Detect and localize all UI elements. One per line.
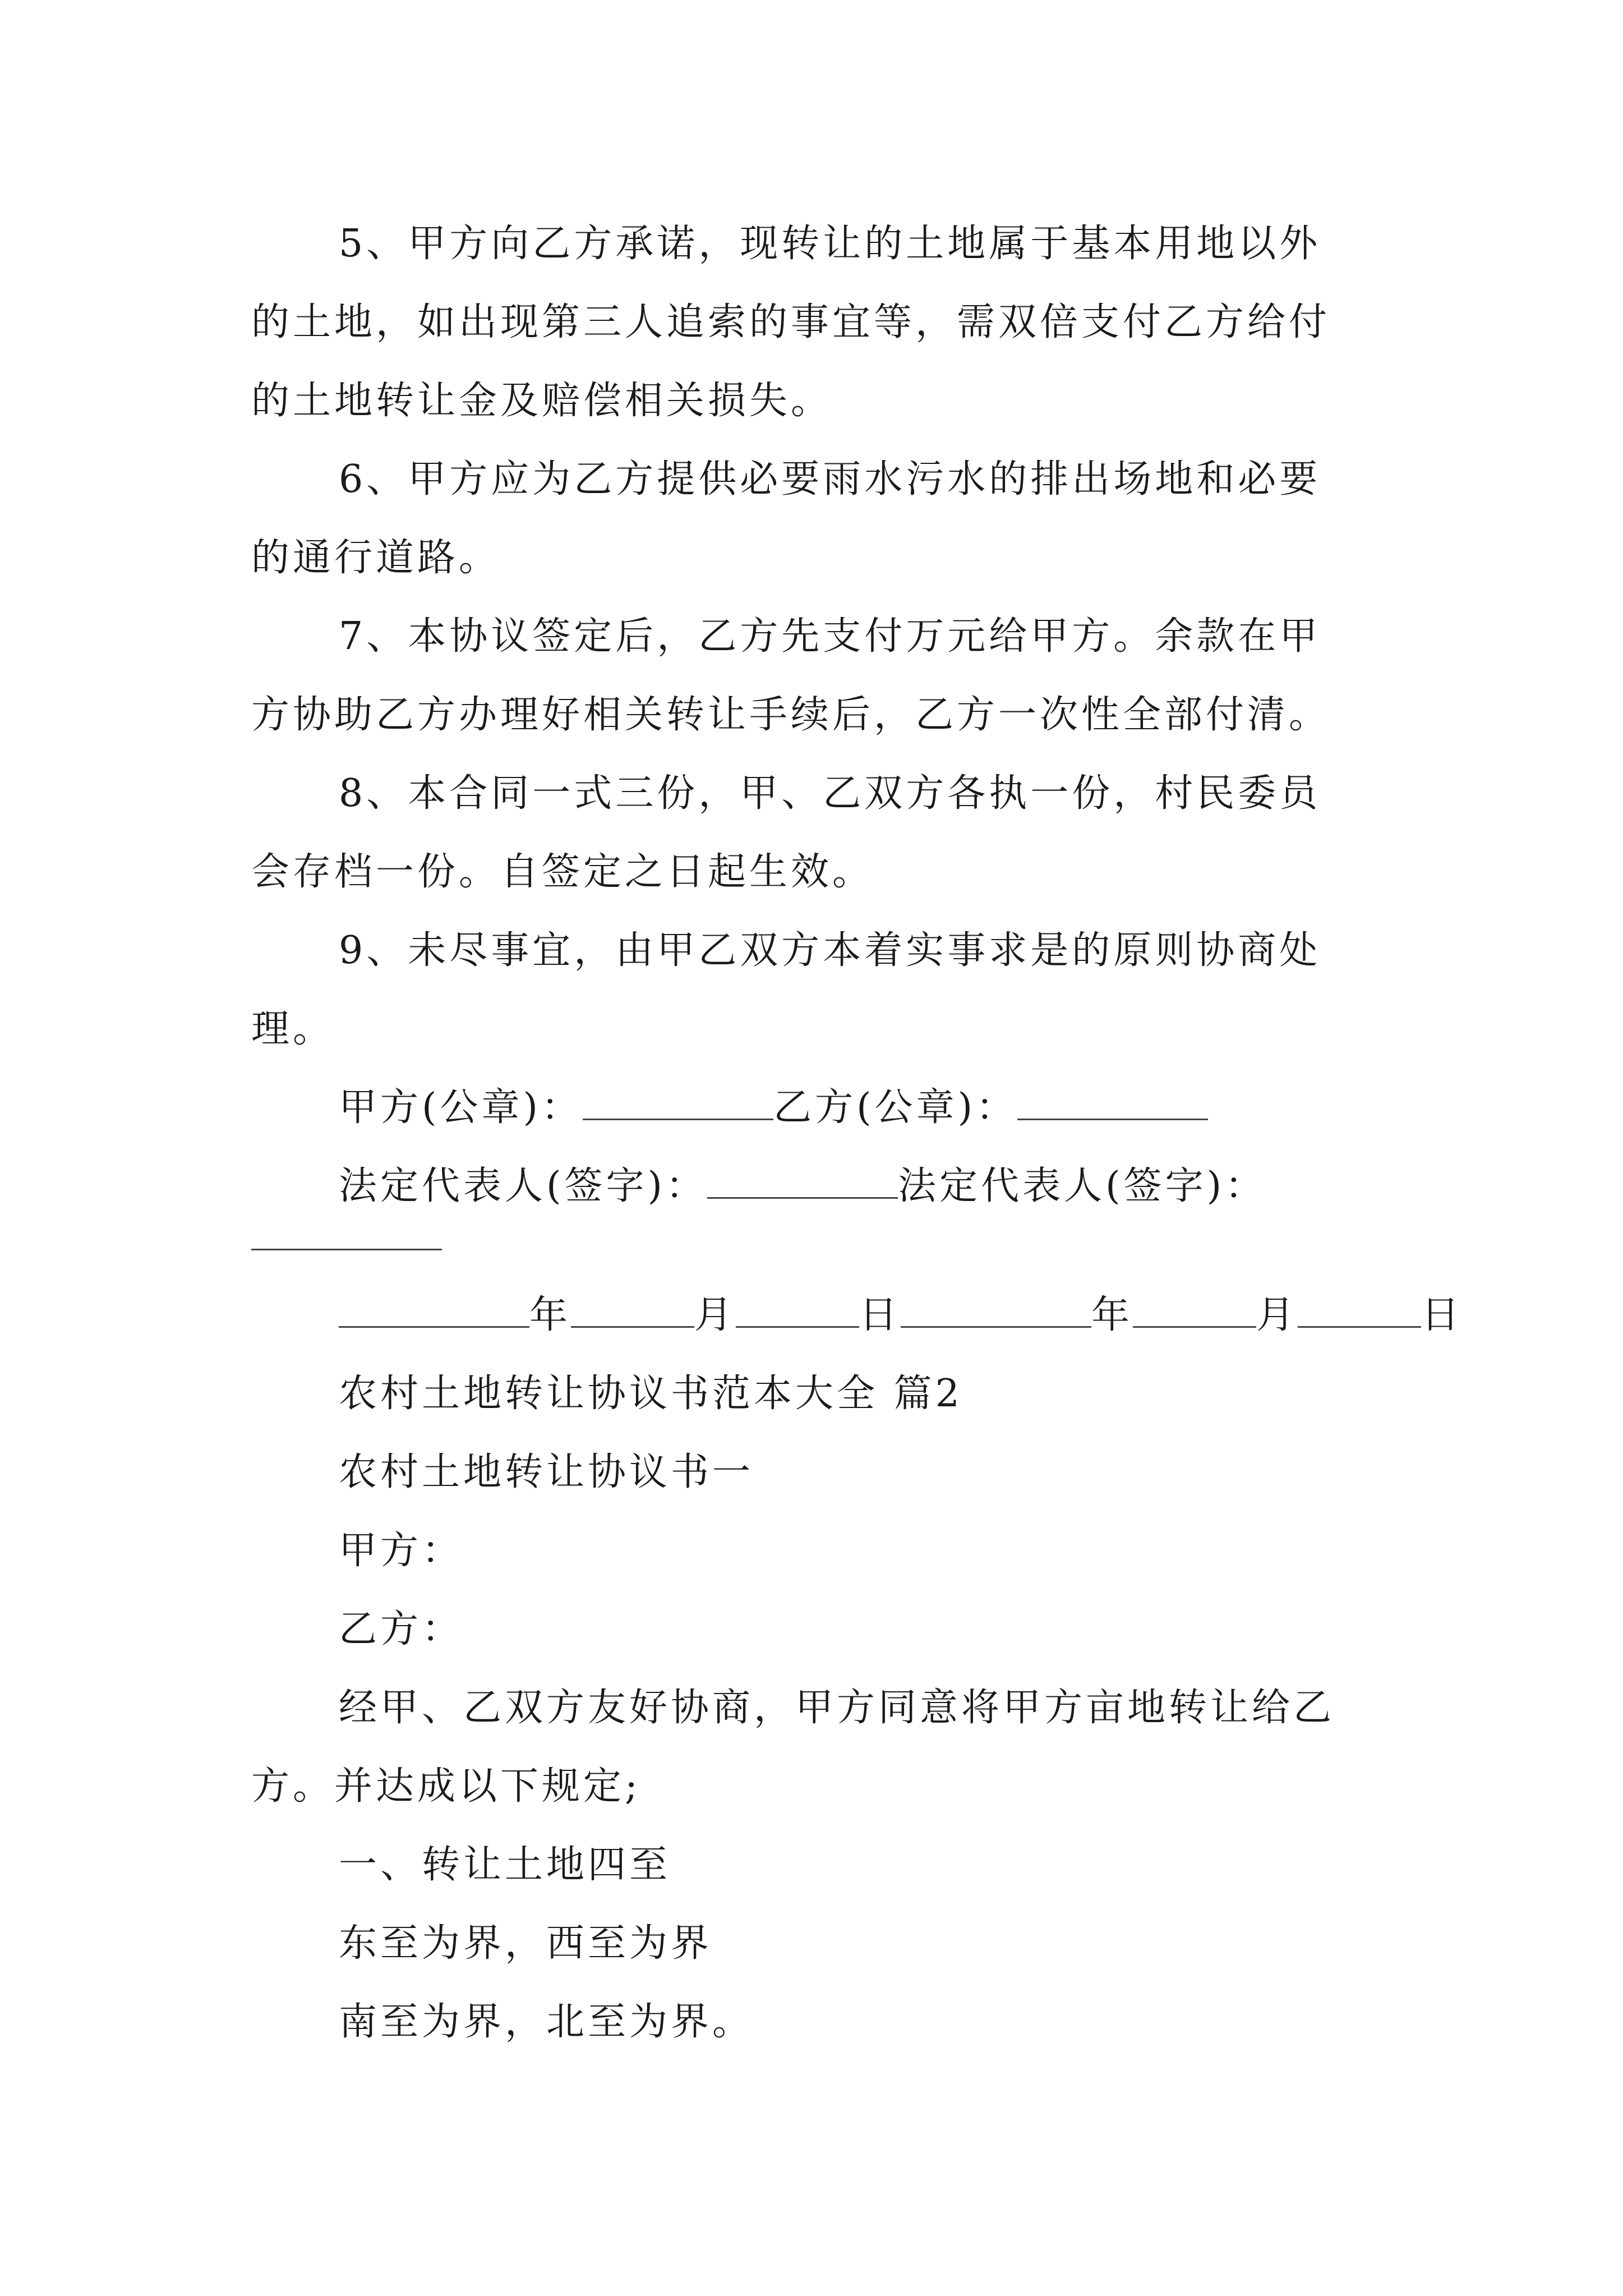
legal-rep-a-label: 法定代表人(签字)： [339, 1164, 708, 1208]
date-b-year-blank [901, 1294, 1091, 1328]
date-b-day-blank [1298, 1294, 1421, 1328]
party-a-label: 甲方： [339, 1529, 464, 1573]
clause-1-title: 一、转让土地四至 [339, 1843, 671, 1887]
clause-8-line-2: 会存档一份。自签定之日起生效。 [251, 850, 874, 894]
intro-line-2: 方。并达成以下规定; [251, 1764, 641, 1809]
clause-9-line-1: 9、未尽事宜，由甲乙双方本着实事求是的原则协商处 [339, 928, 1321, 973]
clause-9-line-2: 理。 [251, 1007, 335, 1051]
legal-rep-b-label: 法定代表人(签字)： [898, 1164, 1267, 1208]
clause-5-line-3: 的土地转让金及赔偿相关损失。 [251, 379, 833, 423]
section-2-subtitle: 农村土地转让协议书一 [339, 1450, 754, 1494]
legal-rep-a-blank [707, 1165, 898, 1199]
date-b-year: 年 [1091, 1293, 1133, 1337]
date-a-day: 日 [859, 1293, 901, 1337]
section-2-heading: 农村土地转让协议书范本大全 篇2 [339, 1372, 963, 1416]
party-b-seal-label: 乙方(公章)： [773, 1085, 1018, 1130]
clause-6-line-1: 6、甲方应为乙方提供必要雨水污水的排出场地和必要 [339, 457, 1321, 501]
clause-7-line-1: 7、本协议签定后，乙方先支付万元给甲方。余款在甲 [339, 614, 1321, 659]
date-a-day-blank [736, 1294, 859, 1328]
clause-5-line-1: 5、甲方向乙方承诺，现转让的土地属于基本用地以外 [339, 222, 1321, 266]
clause-7-line-2: 方协助乙方办理好相关转让手续后，乙方一次性全部付清。 [251, 693, 1331, 737]
date-a-month: 月 [694, 1293, 736, 1337]
party-a-seal-label: 甲方(公章)： [339, 1085, 583, 1130]
clause-8-line-1: 8、本合同一式三份，甲、乙双方各执一份，村民委员 [339, 771, 1321, 816]
legal-rep-b-blank [251, 1249, 442, 1250]
boundary-line-2: 南至为界，北至为界。 [339, 2000, 754, 2044]
date-a-month-blank [571, 1294, 694, 1328]
clause-6-line-2: 的通行道路。 [251, 536, 501, 580]
seal-line [339, 1085, 1208, 1130]
party-b-label: 乙方： [339, 1607, 464, 1651]
date-b-month: 月 [1256, 1293, 1298, 1337]
party-b-seal-blank [1017, 1086, 1208, 1120]
clause-5-line-2: 的土地，如出现第三人追索的事宜等，需双倍支付乙方给付 [251, 300, 1331, 344]
party-a-seal-blank [583, 1086, 773, 1120]
legal-rep-line [339, 1164, 1266, 1209]
date-b-month-blank [1133, 1294, 1256, 1328]
date-line [339, 1293, 1463, 1338]
date-b-day: 日 [1421, 1293, 1463, 1337]
date-a-year-blank [339, 1294, 529, 1328]
intro-line-1: 经甲、乙双方友好协商，甲方同意将甲方亩地转让给乙 [339, 1686, 1335, 1730]
date-a-year: 年 [529, 1293, 571, 1337]
boundary-line-1: 东至为界，西至为界 [339, 1921, 713, 1966]
